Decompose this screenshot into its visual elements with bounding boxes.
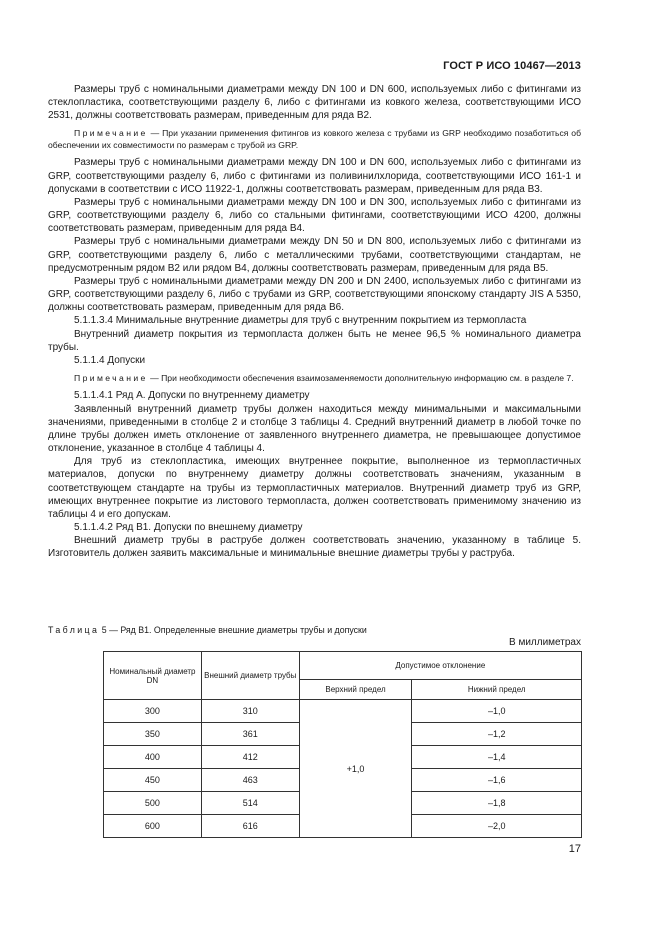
paragraph: Размеры труб с номинальными диаметрами между DN 50 и DN 800, используемых либо с фитингами из GRP, соответствующими разделу 6, либо с металлическими трубами, соответствующими стандартам, не предусмотренным рядом B2 или рядом B4, должны соответствовать размерам, приведенным для ряда B5.: [48, 236, 581, 274]
cell-dn: 600: [104, 815, 202, 838]
section-heading: 5.1.1.4.2 Ряд B1. Допуски по внешнему диаметру: [74, 522, 303, 534]
cell-dn: 350: [104, 723, 202, 746]
cell-dn: 400: [104, 746, 202, 769]
note-text: — При необходимости обеспечения взаимозаменяемости дополнительную информацию см. в разделе 7.: [147, 372, 574, 383]
cell-lower: –2,0: [412, 815, 582, 838]
note: [48, 373, 581, 385]
header-nominal-diameter: Номинальный диаметр DN: [104, 652, 202, 700]
paragraph: Для труб из стеклопластика, имеющих внутреннее покрытие, выполненное из термопластичных материалов, допуски по внутреннему диаметру должны соответствовать значениям, указанным в соответствующем стандарте на трубы из термопластичных материалов. Внутренний диаметр труб из GRP, имеющих внутреннее покрытие из листового термопласта, должен соответствовать применимому значению из таблицы 4 и его допускам.: [48, 456, 581, 520]
cell-lower: –1,6: [412, 769, 582, 792]
cell-outer: 310: [201, 700, 299, 723]
header-lower-limit: Нижний предел: [412, 680, 582, 700]
cell-outer: 463: [201, 769, 299, 792]
paragraph: Размеры труб с номинальными диаметрами между DN 100 и DN 600, используемых либо с фитингами из GRP, соответствующими разделу 6, либо с фитингами из поливинилхлорида, соответствующими ИСО 161-1 и допусками в соответствии с ИСО 11922-1, должны соответствовать размерам, приведенным для ряда B3.: [48, 157, 581, 195]
table-units: В миллиметрах: [509, 637, 581, 648]
paragraph: Размеры труб с номинальными диаметрами между DN 100 и DN 600, используемых либо с фитингами из стеклопластика, соответствующими разделу 6, либо с фитингами из ковкого железа, соответствующими ИСО 2531, должны соответствовать размерам, приведенным для ряда B2.: [48, 84, 581, 122]
note: [48, 128, 581, 151]
table-caption-label: Таблица: [48, 625, 100, 635]
table-caption-text: 5 — Ряд B1. Определенные внешние диаметры трубы и допуски: [99, 625, 367, 635]
cell-dn: 300: [104, 700, 202, 723]
header-outer-diameter: Внешний диаметр трубы: [201, 652, 299, 700]
cell-outer: 616: [201, 815, 299, 838]
note-label: Примечание: [74, 128, 148, 139]
paragraph: Размеры труб с номинальными диаметрами между DN 100 и DN 300, используемых либо с фитингами из GRP, соответствующими разделу 6, либо со стальными фитингами, соответствующими ИСО 4200, должны соответствовать размерам, приведенным для ряда B4.: [48, 196, 581, 235]
table-caption: [48, 625, 367, 635]
section-heading: 5.1.1.4 Допуски: [74, 354, 146, 366]
paragraph: Заявленный внутренний диаметр трубы должен находиться между минимальными и максимальными значениями, приведенными в столбце 2 и столбце 3 таблицы 4. Средний внутренний диаметр в любой точке по длине трубы должен иметь отклонение от заявленного внутреннего диаметра, не превышающее допустимое отклонение, указанное в столбце 4 таблицы 4.: [48, 403, 581, 455]
cell-outer: 412: [201, 746, 299, 769]
cell-lower: –1,0: [412, 700, 582, 723]
page-number: 17: [568, 843, 581, 855]
table-row: [104, 700, 582, 723]
cell-dn: 450: [104, 769, 202, 792]
header-upper-limit: Верхний предел: [299, 680, 412, 700]
standard-header: ГОСТ Р ИСО 10467—2013: [443, 60, 581, 72]
section-heading: 5.1.1.4.1 Ряд A. Допуски по внутреннему диаметру: [74, 390, 310, 402]
cell-outer: 514: [201, 792, 299, 815]
paragraph: Внешний диаметр трубы в раструбе должен соответствовать значению, указанному в таблице 5. Изготовитель должен заявить максимальные и минимальные внешние диаметры трубы у раструба.: [48, 535, 581, 560]
body-text: [48, 83, 581, 561]
cell-lower: –1,2: [412, 723, 582, 746]
note-text: — При указании применения фитингов из ковкого железа с трубами из GRP необходимо позаботиться об обеспечении их совместимости по размерам с трубой из GRP.: [48, 128, 581, 150]
cell-outer: 361: [201, 723, 299, 746]
cell-upper-limit: +1,0: [299, 700, 412, 838]
cell-lower: –1,4: [412, 746, 582, 769]
header-tolerance: Допустимое отклонение: [299, 652, 581, 680]
paragraph: Внутренний диаметр покрытия из термопласта должен быть не менее 96,5 % номинального диаметра трубы.: [48, 328, 581, 353]
section-heading: 5.1.1.3.4 Минимальные внутренние диаметры для труб с внутренним покрытием из термопласта: [74, 315, 527, 327]
note-label: Примечание: [74, 372, 148, 383]
cell-dn: 500: [104, 792, 202, 815]
cell-lower: –1,8: [412, 792, 582, 815]
paragraph: Размеры труб с номинальными диаметрами между DN 200 и DN 2400, используемых либо с фитингами из GRP, соответствующими разделу 6, либо с трубами из GRP, соответствующими японскому стандарту JIS A 5350, должны соответствовать размерам, приведенным для ряда B6.: [48, 275, 581, 314]
tolerance-table: [103, 651, 582, 838]
